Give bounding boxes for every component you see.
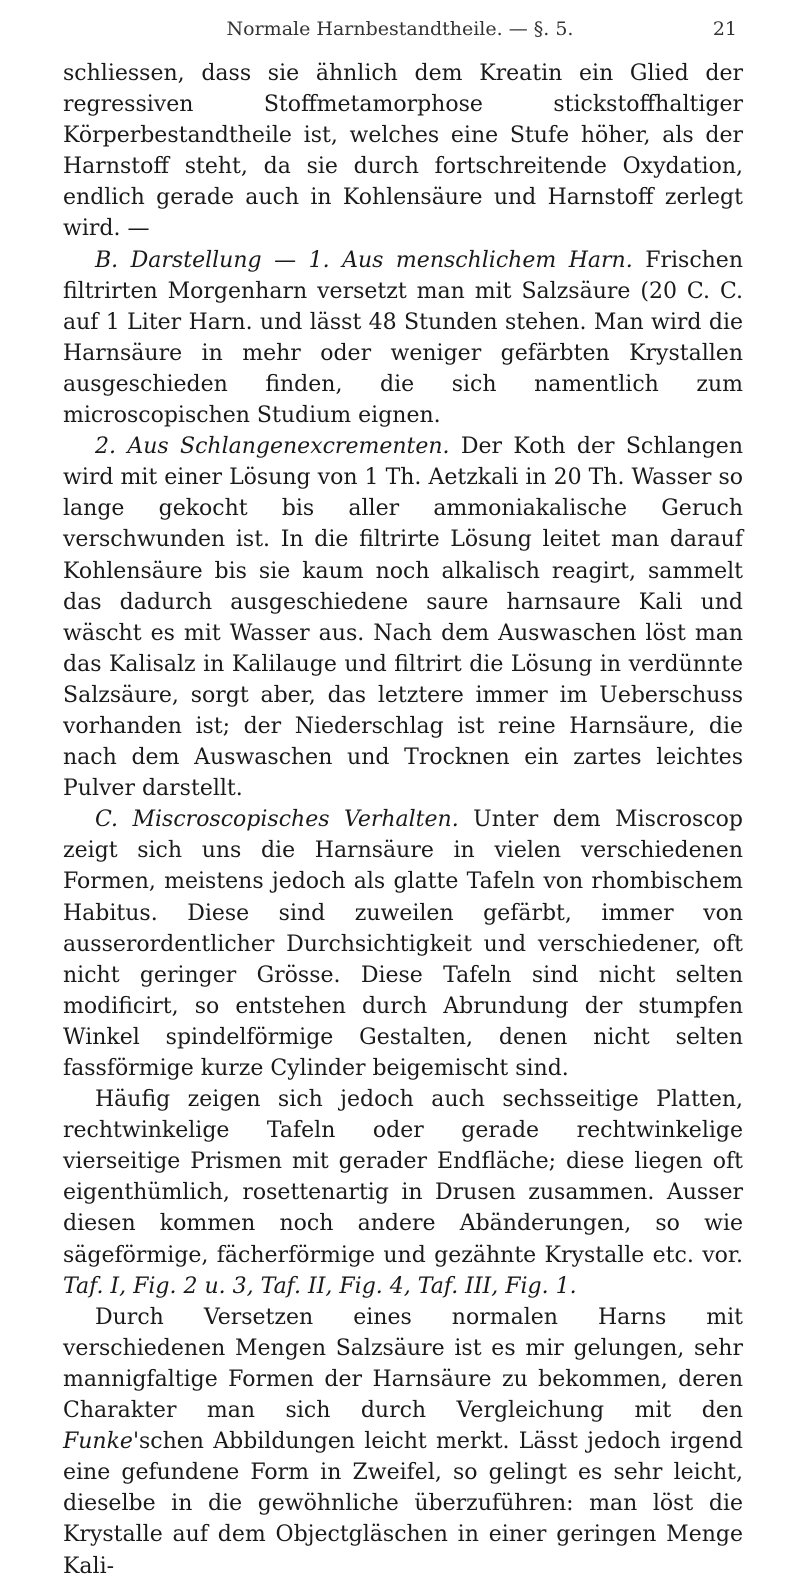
paragraph-6-text-start: Durch Versetzen eines normalen Harns mit verschiedenen Mengen Salzsäure ist es mir gelungen, sehr mannigfaltige Formen der Harnsäure zu bekommen, deren Charakter man sich durch Vergleichung mit den xyxy=(63,1304,743,1424)
paragraph-4 xyxy=(63,804,743,1084)
subsection-2-heading: 2. Aus Schlangenexcrementen. xyxy=(95,434,450,460)
subsection-1-heading: 1. Aus menschlichem Harn. xyxy=(308,247,633,273)
page-number: 21 xyxy=(712,18,737,40)
paragraph-3 xyxy=(63,431,743,804)
figure-references: Taf. I, Fig. 2 u. 3, Taf. II, Fig. 4, Taf. III, Fig. 1. xyxy=(63,1273,577,1299)
paragraph-2-text: Frischen filtrirten Morgenharn versetzt man mit Salzsäure (20 C. C. auf 1 Liter Harn. und lässt 48 Stunden stehen. Man wird die Harnsäure in mehr oder weniger gefärbten Krystallen ausgeschieden finden, die sich namentlich zum microscopischen Studium eignen. xyxy=(63,247,743,429)
body-text xyxy=(63,58,743,1582)
author-name-funke: Funke xyxy=(63,1429,133,1455)
paragraph-6-text-end: 'schen Abbildungen leicht merkt. Lässt jedoch irgend eine gefundene Form in Zweifel, so gelingt es sehr leicht, dieselbe in die gewöhnliche überzuführen: man löst die Krystalle auf dem Objectgläschen in einer geringen Menge Kali- xyxy=(63,1429,743,1579)
paragraph-2 xyxy=(63,245,743,432)
section-c-heading: C. Miscroscopisches Verhalten. xyxy=(95,807,459,833)
header-title: Normale Harnbestandtheile. — §. 5. xyxy=(226,18,574,40)
section-b-dash: — xyxy=(261,247,309,273)
paragraph-4-text: Unter dem Miscroscop zeigt sich uns die Harnsäure in vielen verschiedenen Formen, meistens jedoch als glatte Tafeln von rhombischem Habitus. Diese sind zuweilen gefärbt, immer von ausserordentlicher Durchsichtigkeit und verschiedener, oft nicht geringer Grösse. Diese Tafeln sind nicht selten modificirt, so entstehen durch Abrundung der stumpfen Winkel spindelförmige Gestalten, denen nicht selten fassförmige kurze Cylinder beigemischt sind. xyxy=(63,807,743,1081)
paragraph-1-text: schliessen, dass sie ähnlich dem Kreatin ein Glied der regressiven Stoffmetamorphose stickstoffhaltiger Körperbestandtheile ist, welches eine Stufe höher, als der Harnstoff steht, da sie durch fortschreitende Oxydation, endlich gerade auch in Kohlensäure und Harnstoff zerlegt wird. — xyxy=(63,61,743,242)
paragraph-1 xyxy=(63,58,743,245)
paragraph-6 xyxy=(63,1302,743,1582)
paragraph-3-text: Der Koth der Schlangen wird mit einer Lösung von 1 Th. Aetzkali in 20 Th. Wasser so lange gekocht bis aller ammoniakalische Geruch verschwunden ist. In die filtrirte Lösung leitet man darauf Kohlensäure bis sie kaum noch alkalisch reagirt, sammelt das dadurch ausgeschiedene saure harnsaure Kali und wäscht es mit Wasser aus. Nach dem Auswaschen löst man das Kalisalz in Kalilauge und filtrirt die Lösung in verdünnte Salzsäure, sorgt aber, das letztere immer im Ueberschuss vorhanden ist; der Niederschlag ist reine Harnsäure, die nach dem Auswaschen und Trocknen ein zartes leichtes Pulver darstellt. xyxy=(63,434,743,802)
section-b-heading: B. Darstellung xyxy=(95,247,262,273)
paragraph-5 xyxy=(63,1084,743,1302)
paragraph-5-text: Häufig zeigen sich jedoch auch sechsseitige Platten, rechtwinkelige Tafeln oder gerade rechtwinkelige vierseitige Prismen mit gerader Endfläche; diese liegen oft eigenthümlich, rosettenartig in Drusen zusammen. Ausser diesen kommen noch andere Abänderungen, so wie sägeförmige, fächerförmige und gezähnte Krystalle etc. vor. xyxy=(63,1087,743,1268)
